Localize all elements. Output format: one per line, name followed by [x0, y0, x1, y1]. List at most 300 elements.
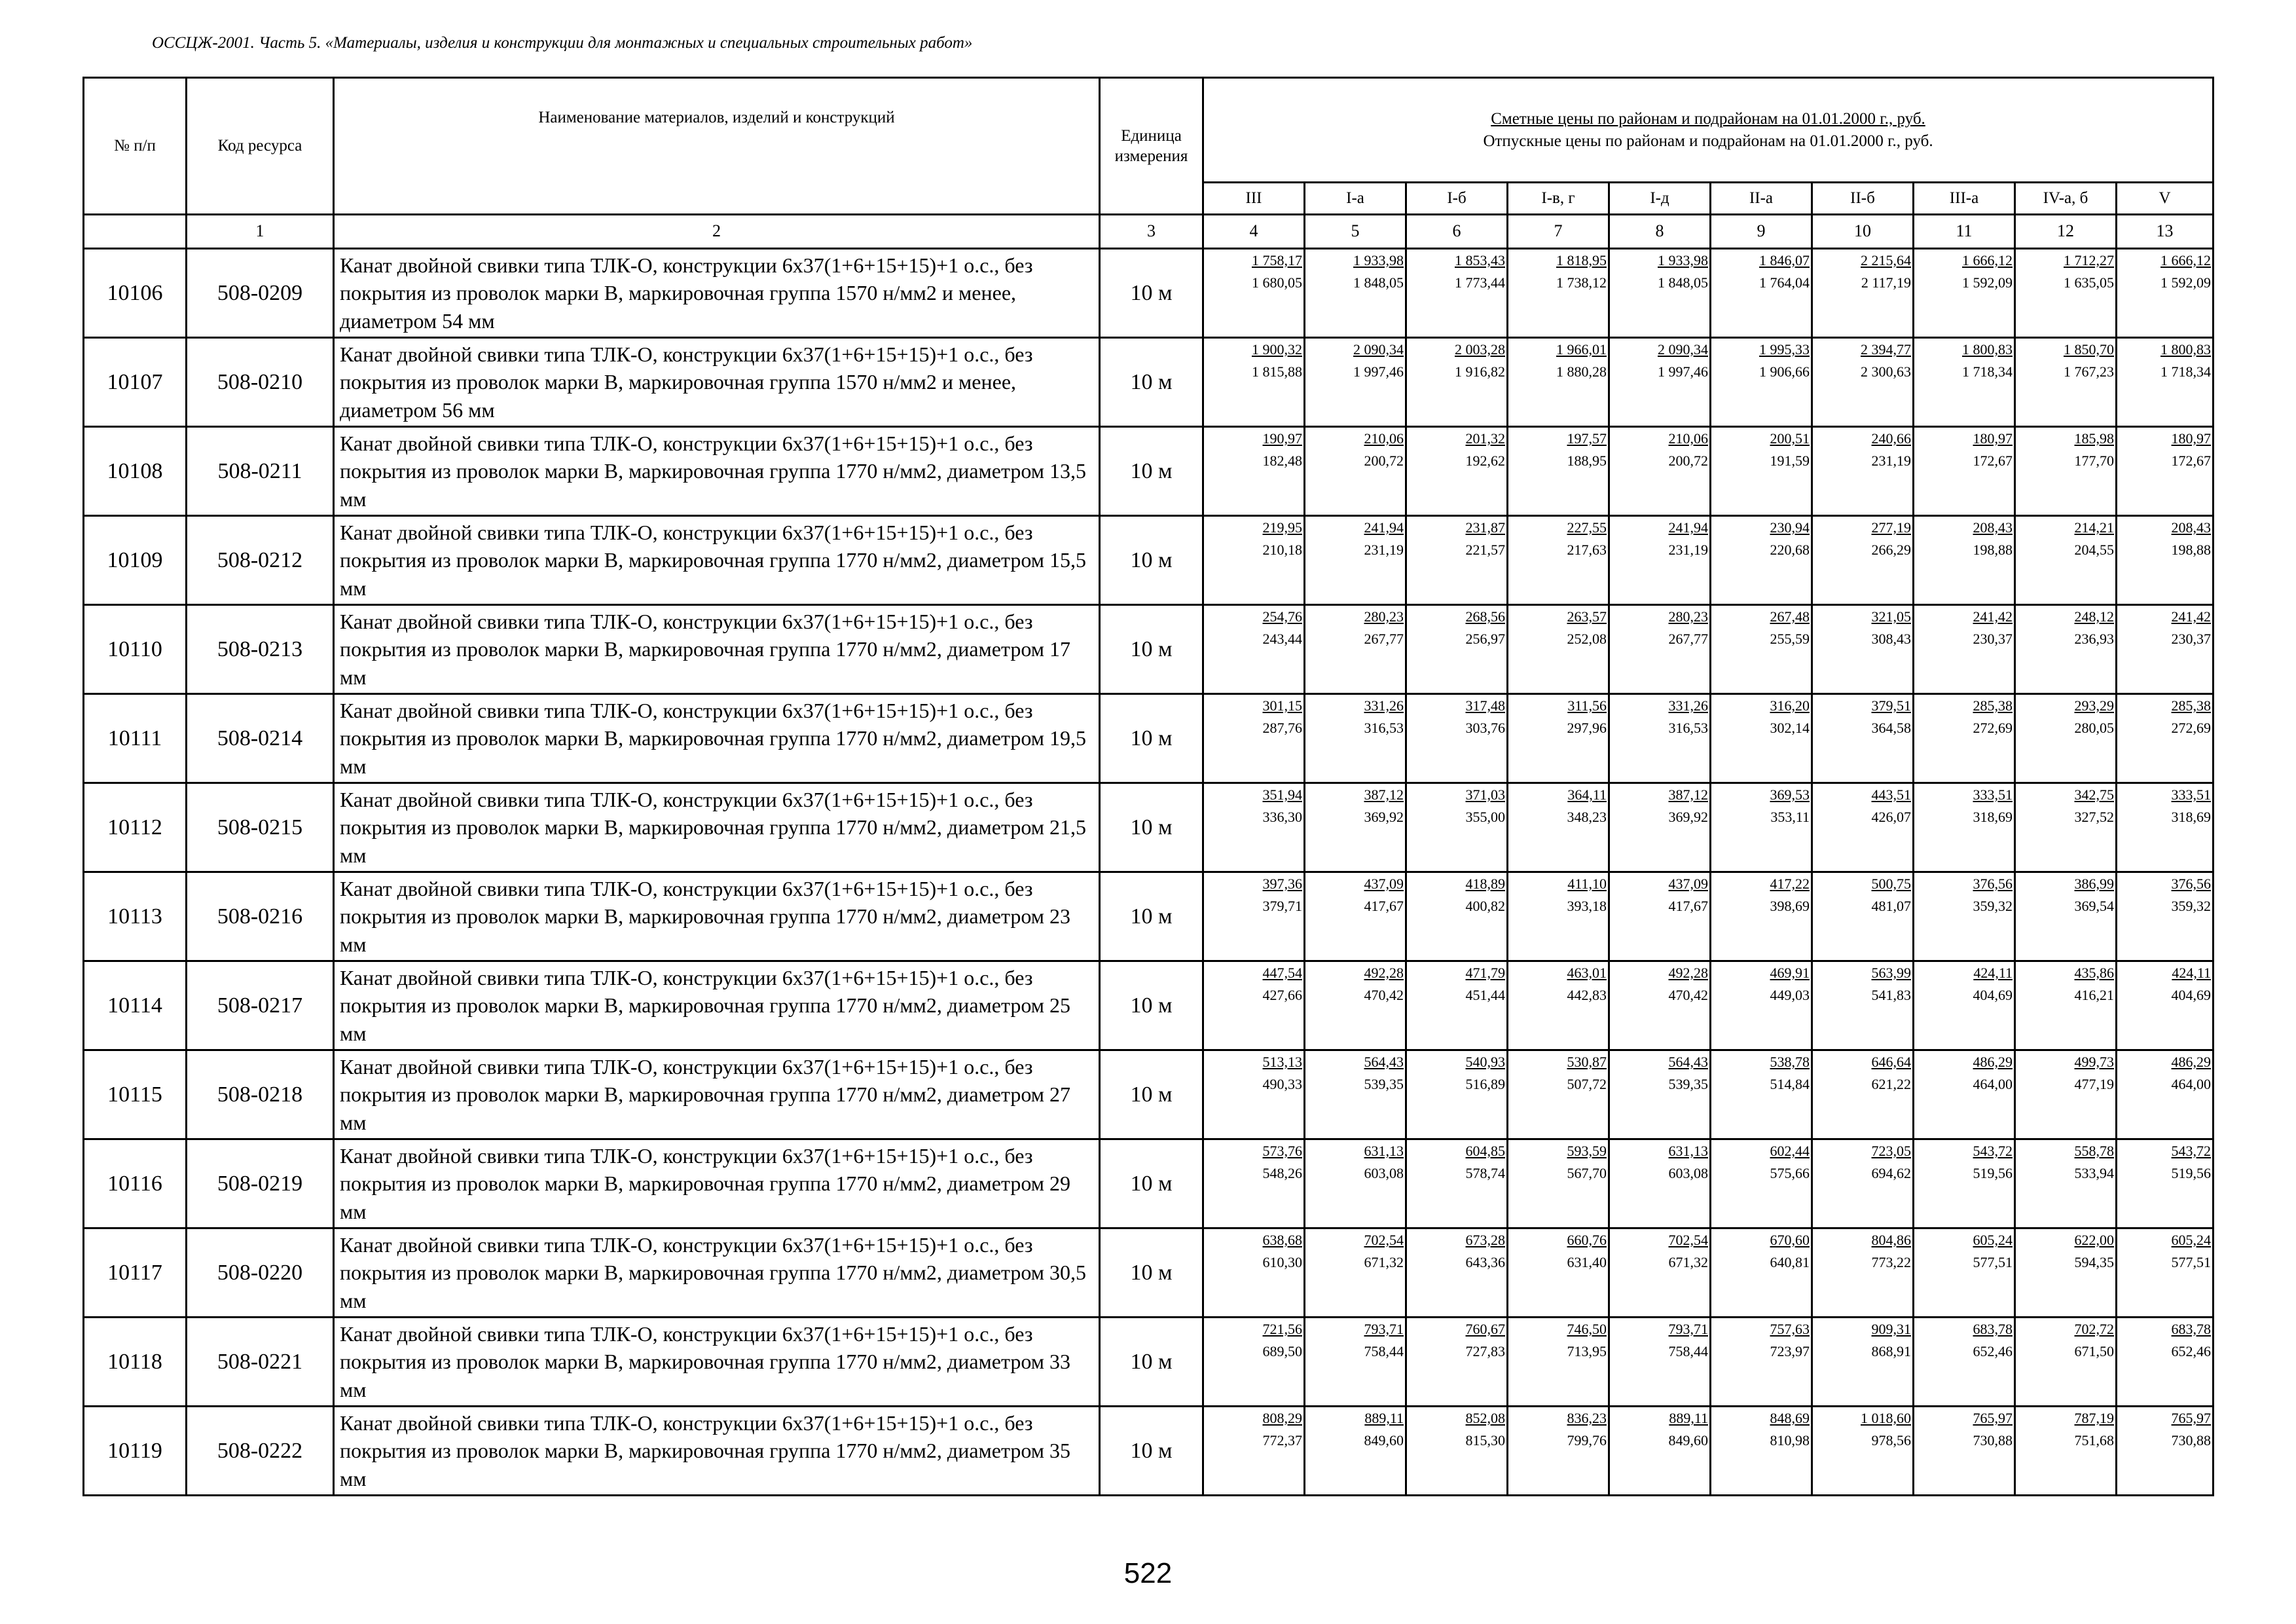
- column-number: 2: [334, 215, 1100, 249]
- unit: 10 м: [1100, 1139, 1203, 1228]
- price-cell: [1508, 338, 1609, 427]
- smetnye-price: 1 995,33: [1759, 341, 1810, 358]
- smetnye-price: 254,76: [1262, 608, 1302, 625]
- otpusknye-price: 204,55: [2074, 542, 2114, 558]
- otpusknye-price: 519,56: [1973, 1165, 2013, 1181]
- smetnye-price: 369,53: [1770, 786, 1810, 803]
- otpusknye-price: 516,89: [1465, 1076, 1505, 1092]
- smetnye-price: 280,23: [1364, 608, 1404, 625]
- otpusknye-price: 727,83: [1465, 1343, 1505, 1359]
- otpusknye-price: 348,23: [1567, 809, 1607, 825]
- smetnye-price: 1 018,60: [1861, 1410, 1911, 1426]
- region-header: III: [1203, 183, 1305, 215]
- otpusknye-price: 1 773,44: [1455, 274, 1505, 291]
- price-cell: [1508, 1318, 1609, 1407]
- smetnye-price: 411,10: [1567, 876, 1607, 892]
- price-cell: [2015, 872, 2117, 961]
- otpusknye-price: 1 738,12: [1556, 274, 1607, 291]
- material-name: Канат двойной свивки типа ТЛК-О, конструкции 6х37(1+6+15+15)+1 о.с., без покрытия из проволок марки В, маркировочная группа 1770 н/мм2, диаметром 25 мм: [334, 961, 1100, 1050]
- otpusknye-price: 404,69: [2171, 987, 2212, 1003]
- price-cell: [1812, 1139, 1914, 1228]
- column-number-empty: [84, 215, 187, 249]
- price-cell: [1406, 1407, 1508, 1496]
- column-number-row: [84, 215, 2214, 249]
- smetnye-price: 1 933,98: [1353, 252, 1404, 268]
- column-number: 13: [2117, 215, 2214, 249]
- smetnye-price: 702,54: [1364, 1232, 1404, 1248]
- smetnye-price: 889,11: [1364, 1410, 1404, 1426]
- row-number: 10107: [84, 338, 187, 427]
- otpusknye-price: 539,35: [1364, 1076, 1404, 1092]
- smetnye-price: 1 850,70: [2064, 341, 2114, 358]
- otpusknye-price: 198,88: [2171, 542, 2212, 558]
- price-cell: [1508, 1228, 1609, 1318]
- smetnye-price: 1 966,01: [1556, 341, 1607, 358]
- price-cell: [1812, 783, 1914, 872]
- smetnye-price: 241,42: [1973, 608, 2013, 625]
- table-row: [84, 872, 2214, 961]
- material-name: Канат двойной свивки типа ТЛК-О, конструкции 6х37(1+6+15+15)+1 о.с., без покрытия из проволок марки В, маркировочная группа 1770 н/мм2, диаметром 33 мм: [334, 1318, 1100, 1407]
- row-number: 10115: [84, 1050, 187, 1139]
- price-cell: [1203, 338, 1305, 427]
- otpusknye-price: 631,40: [1567, 1254, 1607, 1270]
- smetnye-price: 543,72: [1973, 1143, 2013, 1159]
- otpusknye-price: 230,37: [2171, 631, 2212, 647]
- price-cell: [1406, 1318, 1508, 1407]
- price-cell: [1508, 872, 1609, 961]
- otpusknye-price: 849,60: [1668, 1432, 1708, 1449]
- price-cell: [2015, 338, 2117, 427]
- smetnye-price: 1 666,12: [1962, 252, 2013, 268]
- otpusknye-price: 713,95: [1567, 1343, 1607, 1359]
- otpusknye-price: 272,69: [2171, 720, 2212, 736]
- price-cell: [1609, 694, 1711, 783]
- smetnye-price: 793,71: [1668, 1321, 1708, 1337]
- price-cell: [1711, 516, 1812, 605]
- price-cell: [1609, 1407, 1711, 1496]
- price-cell: [1203, 783, 1305, 872]
- smetnye-price: 424,11: [2172, 965, 2212, 981]
- price-cell: [2015, 249, 2117, 338]
- smetnye-price: 757,63: [1770, 1321, 1810, 1337]
- price-cell: [1812, 694, 1914, 783]
- table-row: [84, 783, 2214, 872]
- smetnye-price: 471,79: [1465, 965, 1505, 981]
- smetnye-price: 889,11: [1669, 1410, 1708, 1426]
- col-header-name: Наименование материалов, изделий и конструкций: [334, 78, 1100, 215]
- row-number: 10113: [84, 872, 187, 961]
- price-cell: [1711, 1228, 1812, 1318]
- unit: 10 м: [1100, 1050, 1203, 1139]
- smetnye-price: 602,44: [1770, 1143, 1810, 1159]
- price-cell: [1508, 249, 1609, 338]
- price-cell: [1305, 1407, 1406, 1496]
- resource-code: 508-0210: [187, 338, 334, 427]
- region-header: IV-а, б: [2015, 183, 2117, 215]
- smetnye-price: 793,71: [1364, 1321, 1404, 1337]
- price-cell: [1711, 605, 1812, 694]
- price-cell: [2117, 516, 2214, 605]
- price-cell: [1305, 961, 1406, 1050]
- price-cell: [1406, 249, 1508, 338]
- smetnye-price: 1 853,43: [1455, 252, 1505, 268]
- smetnye-price: 267,48: [1770, 608, 1810, 625]
- resource-code: 508-0218: [187, 1050, 334, 1139]
- smetnye-price: 808,29: [1262, 1410, 1302, 1426]
- smetnye-price: 593,59: [1567, 1143, 1607, 1159]
- unit: 10 м: [1100, 694, 1203, 783]
- smetnye-price: 500,75: [1871, 876, 1911, 892]
- otpusknye-price: 1 848,05: [1658, 274, 1708, 291]
- col-header-code: Код ресурса: [187, 78, 334, 215]
- otpusknye-price: 369,54: [2074, 898, 2114, 914]
- smetnye-price: 683,78: [2171, 1321, 2212, 1337]
- price-cell: [1609, 1318, 1711, 1407]
- material-name: Канат двойной свивки типа ТЛК-О, конструкции 6х37(1+6+15+15)+1 о.с., без покрытия из проволок марки В, маркировочная группа 1770 н/мм2, диаметром 19,5 мм: [334, 694, 1100, 783]
- material-name: Канат двойной свивки типа ТЛК-О, конструкции 6х37(1+6+15+15)+1 о.с., без покрытия из проволок марки В, маркировочная группа 1770 н/мм2, диаметром 30,5 мм: [334, 1228, 1100, 1318]
- row-number: 10108: [84, 427, 187, 516]
- resource-code: 508-0220: [187, 1228, 334, 1318]
- smetnye-price: 660,76: [1567, 1232, 1607, 1248]
- otpusknye-price: 978,56: [1871, 1432, 1911, 1449]
- smetnye-price: 443,51: [1871, 786, 1911, 803]
- smetnye-price: 540,93: [1465, 1054, 1505, 1070]
- price-cell: [1711, 1318, 1812, 1407]
- otpusknye-price: 671,32: [1364, 1254, 1404, 1270]
- smetnye-price: 418,89: [1465, 876, 1505, 892]
- otpusknye-price: 539,35: [1668, 1076, 1708, 1092]
- table-row: [84, 249, 2214, 338]
- price-cell: [1711, 783, 1812, 872]
- material-name: Канат двойной свивки типа ТЛК-О, конструкции 6х37(1+6+15+15)+1 о.с., без покрытия из проволок марки В, маркировочная группа 1770 н/мм2, диаметром 35 мм: [334, 1407, 1100, 1496]
- price-cell: [1609, 961, 1711, 1050]
- otpusknye-price: 364,58: [1871, 720, 1911, 736]
- region-header: II-б: [1812, 183, 1914, 215]
- otpusknye-price: 400,82: [1465, 898, 1505, 914]
- otpusknye-price: 308,43: [1871, 631, 1911, 647]
- price-cell: [1711, 338, 1812, 427]
- document-header: ОССЦЖ-2001. Часть 5. «Материалы, изделия и конструкции для монтажных и специальных строительных работ»: [152, 34, 973, 52]
- table-row: [84, 427, 2214, 516]
- price-cell: [2117, 872, 2214, 961]
- price-cell: [1508, 1050, 1609, 1139]
- price-cell: [2015, 961, 2117, 1050]
- otpusknye-price: 533,94: [2074, 1165, 2114, 1181]
- otpusknye-price: 1 767,23: [2064, 363, 2114, 380]
- otpusknye-price: 1 592,09: [1962, 274, 2013, 291]
- smetnye-price: 852,08: [1465, 1410, 1505, 1426]
- otpusknye-price: 772,37: [1262, 1432, 1302, 1449]
- smetnye-price: 208,43: [1973, 519, 2013, 536]
- unit: 10 м: [1100, 1407, 1203, 1496]
- otpusknye-price: 490,33: [1262, 1076, 1302, 1092]
- smetnye-price: 333,51: [2171, 786, 2212, 803]
- otpusknye-price: 470,42: [1668, 987, 1708, 1003]
- smetnye-price: 486,29: [2171, 1054, 2212, 1070]
- smetnye-price: 746,50: [1567, 1321, 1607, 1337]
- smetnye-price: 604,85: [1465, 1143, 1505, 1159]
- otpusknye-price: 477,19: [2074, 1076, 2114, 1092]
- otpusknye-price: 182,48: [1262, 452, 1302, 469]
- column-number: 6: [1406, 215, 1508, 249]
- otpusknye-price: 230,37: [1973, 631, 2013, 647]
- otpusknye-price: 417,67: [1668, 898, 1708, 914]
- price-cell: [1812, 1228, 1914, 1318]
- resource-code: 508-0214: [187, 694, 334, 783]
- price-cell: [1203, 1139, 1305, 1228]
- smetnye-price: 492,28: [1364, 965, 1404, 981]
- unit: 10 м: [1100, 427, 1203, 516]
- smetnye-price: 638,68: [1262, 1232, 1302, 1248]
- smetnye-price: 342,75: [2074, 786, 2114, 803]
- price-cell: [1305, 872, 1406, 961]
- smetnye-price: 219,95: [1262, 519, 1302, 536]
- otpusknye-price: 694,62: [1871, 1165, 1911, 1181]
- smetnye-price: 386,99: [2074, 876, 2114, 892]
- price-cell: [1203, 249, 1305, 338]
- unit: 10 м: [1100, 605, 1203, 694]
- smetnye-price: 1 818,95: [1556, 252, 1607, 268]
- price-cell: [2117, 249, 2214, 338]
- price-cell: [1203, 1407, 1305, 1496]
- region-header: I-д: [1609, 183, 1711, 215]
- price-cell: [2015, 1407, 2117, 1496]
- unit: 10 м: [1100, 1318, 1203, 1407]
- smetnye-price: 2 090,34: [1658, 341, 1708, 358]
- smetnye-price: 765,97: [2171, 1410, 2212, 1426]
- table-row: [84, 338, 2214, 427]
- price-cell: [1609, 427, 1711, 516]
- smetnye-price: 201,32: [1465, 430, 1505, 447]
- price-cell: [1406, 605, 1508, 694]
- price-cell: [1711, 1139, 1812, 1228]
- price-cell: [1812, 427, 1914, 516]
- otpusknye-price: 236,93: [2074, 631, 2114, 647]
- smetnye-price: 285,38: [2171, 697, 2212, 714]
- price-cell: [2117, 605, 2214, 694]
- otpusknye-price: 849,60: [1364, 1432, 1404, 1449]
- otpusknye-price: 1 848,05: [1353, 274, 1404, 291]
- otpusknye-price: 327,52: [2074, 809, 2114, 825]
- price-cell: [1711, 1050, 1812, 1139]
- price-cell: [1203, 605, 1305, 694]
- smetnye-price-title: Сметные цены по районам и подрайонам на 01.01.2000 г., руб.: [1491, 109, 1925, 128]
- smetnye-price: 787,19: [2074, 1410, 2114, 1426]
- otpusknye-price: 1 997,46: [1353, 363, 1404, 380]
- otpusknye-price: 2 117,19: [1861, 274, 1911, 291]
- row-number: 10116: [84, 1139, 187, 1228]
- price-cell: [2015, 1228, 2117, 1318]
- price-cell: [1203, 1318, 1305, 1407]
- smetnye-price: 417,22: [1770, 876, 1810, 892]
- otpusknye-price: 318,69: [2171, 809, 2212, 825]
- otpusknye-price: 318,69: [1973, 809, 2013, 825]
- otpusknye-price: 369,92: [1364, 809, 1404, 825]
- smetnye-price: 702,72: [2074, 1321, 2114, 1337]
- price-cell: [2015, 694, 2117, 783]
- smetnye-price: 848,69: [1770, 1410, 1810, 1426]
- smetnye-price: 351,94: [1262, 786, 1302, 803]
- smetnye-price: 499,73: [2074, 1054, 2114, 1070]
- price-cell: [1508, 1407, 1609, 1496]
- smetnye-price: 492,28: [1668, 965, 1708, 981]
- price-cell: [1914, 872, 2015, 961]
- price-cell: [1609, 1050, 1711, 1139]
- otpusknye-price: 507,72: [1567, 1076, 1607, 1092]
- otpusknye-price: 267,77: [1668, 631, 1708, 647]
- otpusknye-price: 815,30: [1465, 1432, 1505, 1449]
- column-number: 9: [1711, 215, 1812, 249]
- price-cell: [1914, 694, 2015, 783]
- smetnye-price: 564,43: [1668, 1054, 1708, 1070]
- region-header: I-а: [1305, 183, 1406, 215]
- price-cell: [1711, 249, 1812, 338]
- price-cell: [1812, 961, 1914, 1050]
- smetnye-price: 376,56: [2171, 876, 2212, 892]
- otpusknye-price: 177,70: [2074, 452, 2114, 469]
- otpusknye-price: 393,18: [1567, 898, 1607, 914]
- smetnye-price: 760,67: [1465, 1321, 1505, 1337]
- price-cell: [2015, 516, 2117, 605]
- resource-code: 508-0212: [187, 516, 334, 605]
- smetnye-price: 208,43: [2171, 519, 2212, 536]
- price-cell: [1406, 516, 1508, 605]
- price-cell: [2117, 961, 2214, 1050]
- otpusknye-price: 267,77: [1364, 631, 1404, 647]
- price-cell: [2117, 1050, 2214, 1139]
- smetnye-price: 631,13: [1364, 1143, 1404, 1159]
- smetnye-price: 564,43: [1364, 1054, 1404, 1070]
- price-cell: [1609, 605, 1711, 694]
- price-cell: [1508, 783, 1609, 872]
- resource-code: 508-0221: [187, 1318, 334, 1407]
- price-cell: [1406, 1228, 1508, 1318]
- smetnye-price: 268,56: [1465, 608, 1505, 625]
- otpusknye-price: 481,07: [1871, 898, 1911, 914]
- otpusknye-price: 577,51: [2171, 1254, 2212, 1270]
- smetnye-price: 435,86: [2074, 965, 2114, 981]
- smetnye-price: 723,05: [1871, 1143, 1911, 1159]
- otpusknye-price: 217,63: [1567, 542, 1607, 558]
- region-header: I-в, г: [1508, 183, 1609, 215]
- smetnye-price: 227,55: [1567, 519, 1607, 536]
- otpusknye-price: 1 718,34: [2160, 363, 2212, 380]
- price-cell: [1914, 605, 2015, 694]
- price-cell: [2015, 1050, 2117, 1139]
- resource-code: 508-0217: [187, 961, 334, 1050]
- smetnye-price: 241,94: [1668, 519, 1708, 536]
- price-cell: [1406, 1050, 1508, 1139]
- otpusknye-price: 336,30: [1262, 809, 1302, 825]
- otpusknye-price: 723,97: [1770, 1343, 1810, 1359]
- price-cell: [1406, 338, 1508, 427]
- smetnye-price: 316,20: [1770, 697, 1810, 714]
- smetnye-price: 631,13: [1668, 1143, 1708, 1159]
- price-cell: [1406, 1139, 1508, 1228]
- otpusknye-price: 297,96: [1567, 720, 1607, 736]
- otpusknye-price: 810,98: [1770, 1432, 1810, 1449]
- material-name: Канат двойной свивки типа ТЛК-О, конструкции 6х37(1+6+15+15)+1 о.с., без покрытия из проволок марки В, маркировочная группа 1770 н/мм2, диаметром 27 мм: [334, 1050, 1100, 1139]
- price-cell: [1609, 249, 1711, 338]
- unit: 10 м: [1100, 1228, 1203, 1318]
- otpusknye-price: 541,83: [1871, 987, 1911, 1003]
- column-number: 10: [1812, 215, 1914, 249]
- otpusknye-price: 594,35: [2074, 1254, 2114, 1270]
- otpusknye-price: 188,95: [1567, 452, 1607, 469]
- unit: 10 м: [1100, 338, 1203, 427]
- price-cell: [1914, 1407, 2015, 1496]
- otpusknye-price: 643,36: [1465, 1254, 1505, 1270]
- price-cell: [2015, 1139, 2117, 1228]
- otpusknye-price: 1 916,82: [1455, 363, 1505, 380]
- otpusknye-price: 442,83: [1567, 987, 1607, 1003]
- otpusknye-price: 280,05: [2074, 720, 2114, 736]
- otpusknye-price: 730,88: [1973, 1432, 2013, 1449]
- otpusknye-price: 548,26: [1262, 1165, 1302, 1181]
- smetnye-price: 486,29: [1973, 1054, 2013, 1070]
- smetnye-price: 331,26: [1364, 697, 1404, 714]
- smetnye-price: 1 712,27: [2064, 252, 2114, 268]
- smetnye-price: 185,98: [2074, 430, 2114, 447]
- smetnye-price: 1 846,07: [1759, 252, 1810, 268]
- price-cell: [1914, 338, 2015, 427]
- smetnye-price: 2 090,34: [1353, 341, 1404, 358]
- price-cell: [2015, 605, 2117, 694]
- region-header: V: [2117, 183, 2214, 215]
- price-cell: [1508, 694, 1609, 783]
- smetnye-price: 263,57: [1567, 608, 1607, 625]
- region-header: II-а: [1711, 183, 1812, 215]
- smetnye-price: 285,38: [1973, 697, 2013, 714]
- price-cell: [1305, 249, 1406, 338]
- column-number: 4: [1203, 215, 1305, 249]
- column-number: 5: [1305, 215, 1406, 249]
- unit: 10 м: [1100, 872, 1203, 961]
- otpusknye-price: 231,19: [1668, 542, 1708, 558]
- smetnye-price: 1 800,83: [1962, 341, 2013, 358]
- price-cell: [1305, 516, 1406, 605]
- resource-code: 508-0222: [187, 1407, 334, 1496]
- otpusknye-price: 603,08: [1668, 1165, 1708, 1181]
- price-cell: [1406, 872, 1508, 961]
- smetnye-price: 230,94: [1770, 519, 1810, 536]
- otpusknye-price: 2 300,63: [1861, 363, 1911, 380]
- otpusknye-price: 256,97: [1465, 631, 1505, 647]
- unit: 10 м: [1100, 249, 1203, 338]
- price-cell: [1305, 783, 1406, 872]
- otpusknye-price: 621,22: [1871, 1076, 1911, 1092]
- otpusknye-price: 1 997,46: [1658, 363, 1708, 380]
- smetnye-price: 673,28: [1465, 1232, 1505, 1248]
- price-cell: [1609, 872, 1711, 961]
- row-number: 10110: [84, 605, 187, 694]
- otpusknye-price: 1 680,05: [1252, 274, 1302, 291]
- otpusknye-price: 210,18: [1262, 542, 1302, 558]
- smetnye-price: 605,24: [2171, 1232, 2212, 1248]
- row-number: 10118: [84, 1318, 187, 1407]
- price-cell: [1406, 427, 1508, 516]
- otpusknye-price-title: Отпускные цены по районам и подрайонам на 01.01.2000 г., руб.: [1483, 132, 1933, 150]
- price-cell: [2117, 694, 2214, 783]
- price-cell: [1305, 1318, 1406, 1407]
- smetnye-price: 301,15: [1262, 697, 1302, 714]
- smetnye-price: 1 900,32: [1252, 341, 1302, 358]
- price-cell: [1812, 872, 1914, 961]
- otpusknye-price: 578,74: [1465, 1165, 1505, 1181]
- price-cell: [1914, 1228, 2015, 1318]
- otpusknye-price: 200,72: [1668, 452, 1708, 469]
- price-table: [82, 77, 2214, 1496]
